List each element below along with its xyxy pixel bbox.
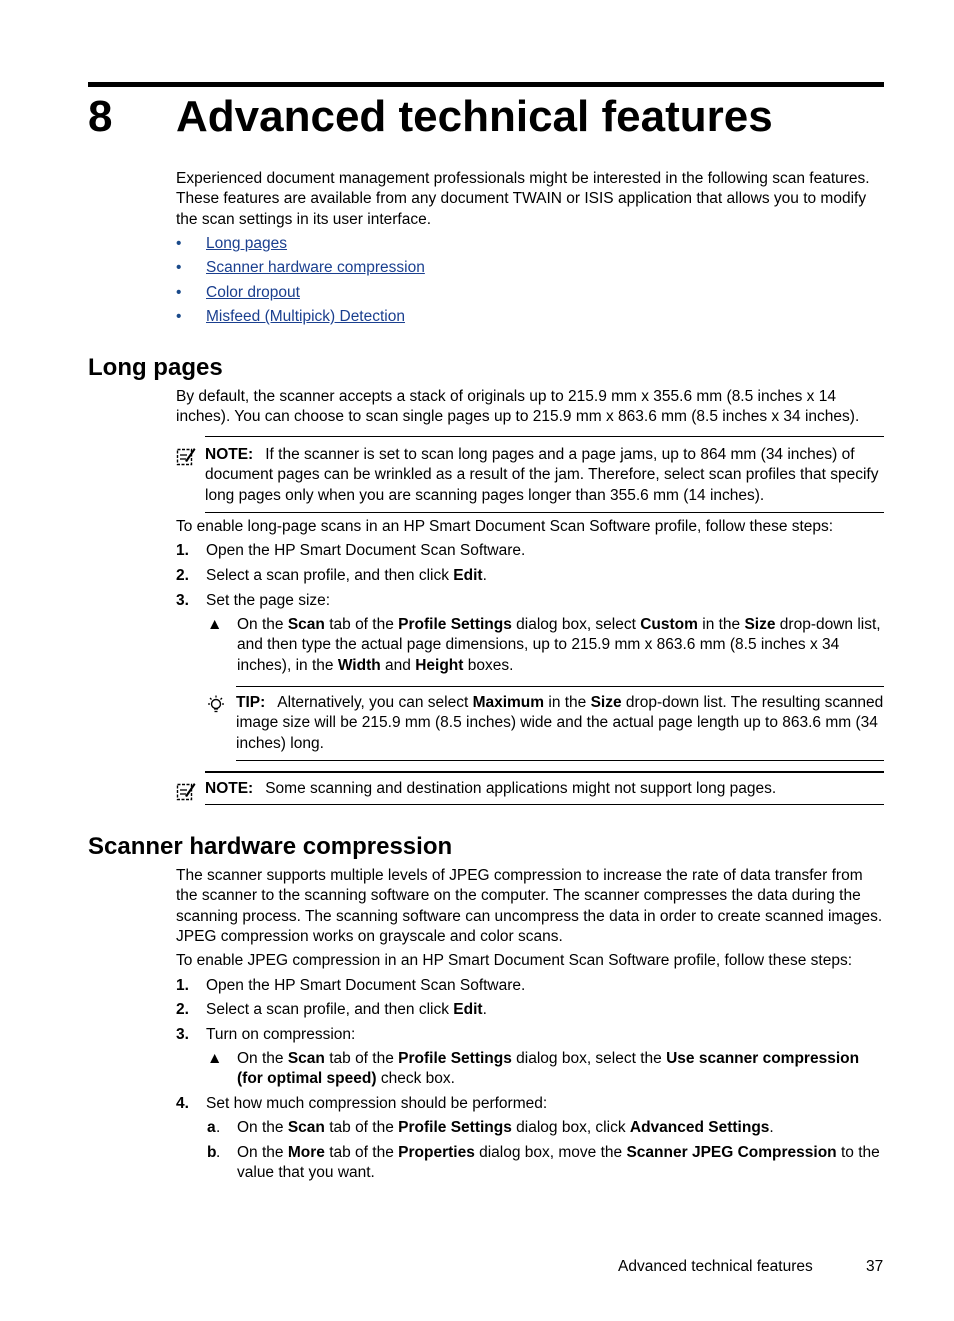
note-icon (176, 781, 196, 801)
intro-paragraph: Experienced document management professionals might be interested in the following scan features. These features are available from any document TWAIN or ISIS application that allows you to modify the scan settings in its user interface. (176, 170, 870, 228)
tip-rule-top (236, 686, 884, 687)
triangle-marker: ▲ (207, 616, 223, 633)
note-icon (176, 446, 196, 466)
triangle-marker: ▲ (207, 1050, 223, 1067)
note-rule-top (205, 436, 884, 437)
chapter-title: Advanced technical features (176, 92, 773, 141)
compression-paragraph: The scanner supports multiple levels of JPEG compression to increase the rate of data transfer from the scanner to the scanning software on the computer. The scanner compresses the data during the scanning process. The scanning software can uncompress the data in order to create scanned images. JPEG compression works on grayscale and color scans. (176, 867, 883, 946)
chapter-rule (88, 82, 884, 87)
note-rule-bottom (205, 512, 884, 513)
heading-long-pages: Long pages (88, 354, 223, 381)
link-long-pages[interactable]: Long pages (206, 235, 288, 252)
page-number: 37 (866, 1258, 884, 1275)
footer-section-title: Advanced technical features (618, 1258, 813, 1275)
note2-rule-bottom (205, 804, 884, 805)
link-color-dropout[interactable]: Color dropout (206, 284, 300, 301)
note2-rule-top (205, 771, 884, 773)
heading-scanner-hardware-compression: Scanner hardware compression (88, 833, 453, 860)
chapter-number: 8 (88, 92, 113, 141)
long-pages-paragraph: By default, the scanner accepts a stack of originals up to 215.9 mm x 355.6 mm (8.5 inches x 14 inches). You can choose to scan single pages up to 215.9 mm x 863.6 mm (8.5 inches x 34 inches). (176, 388, 860, 426)
compression-steps-intro: To enable JPEG compression in an HP Smart Document Scan Software profile, follow these steps: (176, 952, 853, 969)
note-long-pages-jam: NOTE: If the scanner is set to scan long pages and a page jams, up to 864 mm (34 inches) of document pages can be wrinkled as a result of the jam. Therefore, select scan profiles that specify long pages only when you are scanning pages longer than 355.6 mm (14 inches). (205, 446, 879, 504)
note-application-support: NOTE: Some scanning and destination applications might not support long pages. (205, 780, 777, 797)
lightbulb-icon (206, 695, 226, 715)
tip-maximum-size: TIP: Alternatively, you can select Maximum in the Size drop-down list. The resulting scanned image size will be 215.9 mm (8.5 inches) wide and the actual page length up to 863.6 mm (34 inches) long. (236, 694, 884, 752)
link-scanner-hardware-compression[interactable]: Scanner hardware compression (206, 259, 425, 276)
tip-rule-bottom (236, 760, 884, 761)
link-misfeed-detection[interactable]: Misfeed (Multipick) Detection (206, 308, 405, 325)
long-pages-steps-intro: To enable long-page scans in an HP Smart Document Scan Software profile, follow these steps: (176, 518, 834, 535)
